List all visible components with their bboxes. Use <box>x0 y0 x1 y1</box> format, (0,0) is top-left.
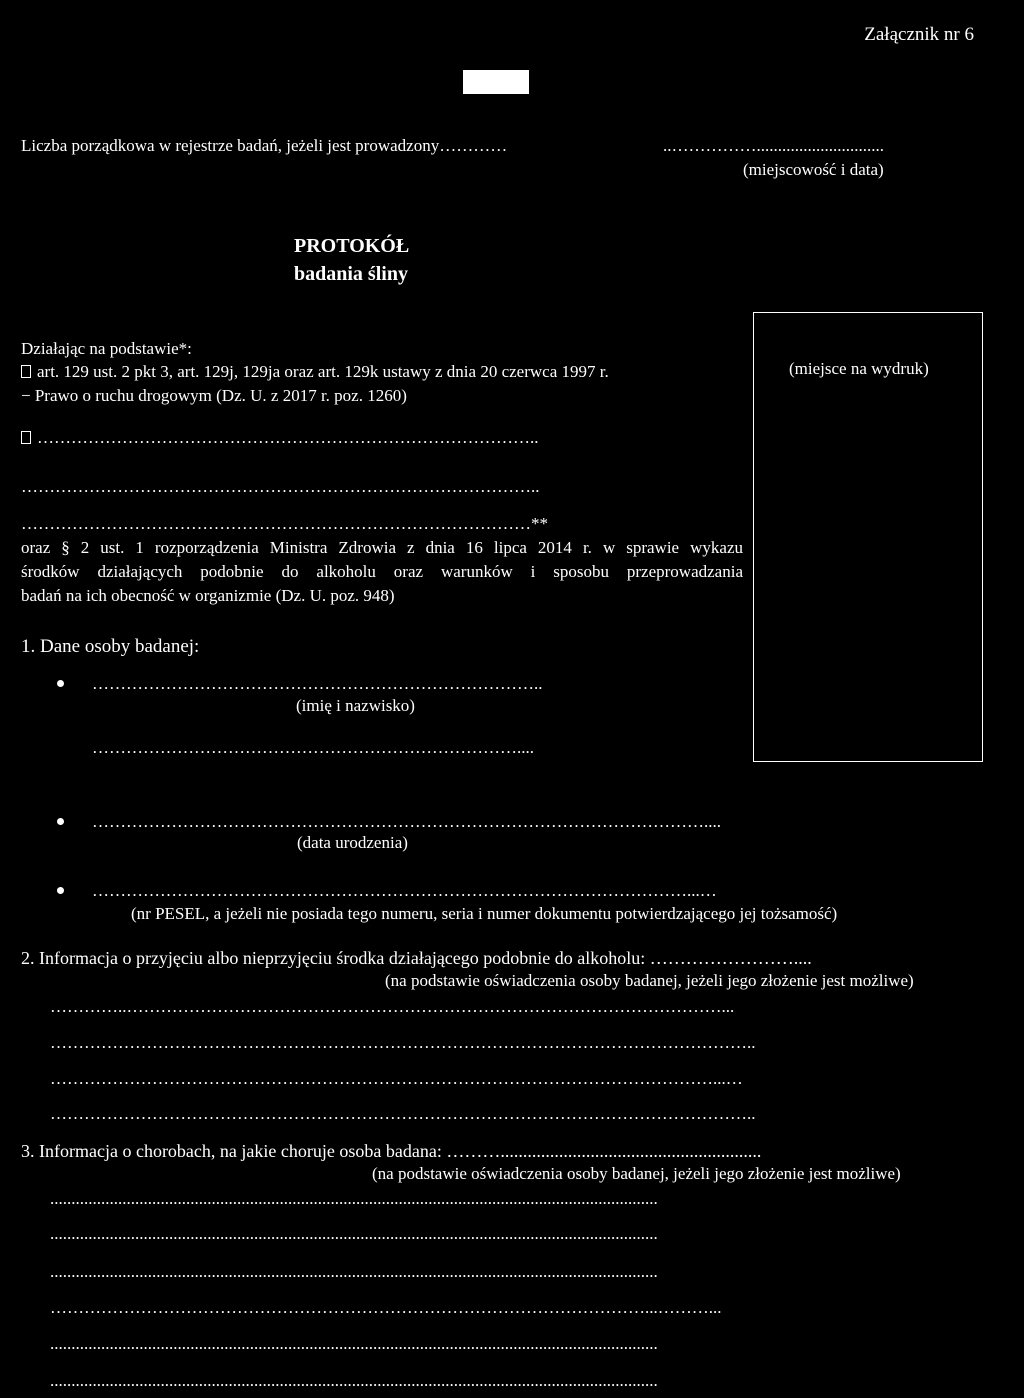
checkbox-icon[interactable] <box>21 365 31 378</box>
checkbox-icon[interactable] <box>21 431 31 444</box>
section-3-answer-line-5[interactable]: ............................................................................................................................................... <box>50 1334 658 1353</box>
section-3-answer-line-3[interactable]: ............................................................................................................................................... <box>50 1262 658 1281</box>
basis-option-2-field-line2[interactable]: ……………………………………………………………………………….. <box>21 477 540 496</box>
section-1-heading: 1. Dane osoby badanej: <box>21 636 200 657</box>
place-date-field[interactable]: ..…………….............................. <box>663 136 884 155</box>
regulation-line-3: badań na ich obecność w organizmie (Dz. U. poz. 948) <box>21 586 395 605</box>
birth-date-field[interactable]: ……………………………………………………………………………………………….... <box>92 812 721 831</box>
bullet-icon <box>57 680 64 687</box>
name-field-line2[interactable]: ………………………………………………………………….... <box>92 738 534 757</box>
pesel-field[interactable]: ……………………………………………………………………………………………...… <box>92 881 717 900</box>
basis-option-1-text: art. 129 ust. 2 pkt 3, art. 129j, 129ja oraz art. 129k ustawy z dnia 20 czerwca 1997 r. <box>37 362 609 381</box>
basis-option-2 <box>21 428 539 448</box>
basis-option-1 <box>21 362 609 382</box>
section-3-answer-line-6[interactable]: ............................................................................................................................................... <box>50 1371 658 1390</box>
name-field[interactable]: …………………………………………………………………….. <box>92 674 543 693</box>
basis-option-1-cont: − Prawo o ruchu drogowym (Dz. U. z 2017 r. poz. 1260) <box>21 386 407 405</box>
regulation-line-1: oraz § 2 ust. 1 rozporządzenia Ministra Zdrowia z dnia 16 lipca 2014 r. w sprawie wykazu <box>21 538 743 557</box>
place-date-caption: (miejscowość i data) <box>743 160 884 179</box>
regulation-line-2: środków działających podobnie do alkoholu oraz warunków i sposobu przeprowadzania <box>21 562 743 581</box>
basis-intro: Działając na podstawie*: <box>21 339 192 358</box>
section-2-caption: (na podstawie oświadczenia osoby badanej, jeżeli jego złożenie jest możliwe) <box>385 971 914 990</box>
section-3-answer-line-4[interactable]: ……………………………………………………………………………………………...………... <box>50 1298 722 1317</box>
redacted-box <box>463 70 529 94</box>
document-subtitle: badania śliny <box>294 263 408 285</box>
section-3-answer-line-2[interactable]: ............................................................................................................................................... <box>50 1224 658 1243</box>
section-2-heading: 2. Informacja o przyjęciu albo nieprzyjęciu środka działającego podobnie do alkoholu: …………………….... <box>21 948 812 968</box>
document-title: PROTOKÓŁ <box>294 235 410 257</box>
printout-area-label: (miejsce na wydruk) <box>789 359 929 378</box>
section-2-answer-line-3[interactable]: ………………………………………………………………………………………………………...… <box>50 1069 743 1088</box>
register-number-label: Liczba porządkowa w rejestrze badań, jeżeli jest prowadzony………… <box>21 136 508 155</box>
bullet-icon <box>57 887 64 894</box>
attachment-number: Załącznik nr 6 <box>864 24 974 45</box>
printout-area <box>753 312 983 762</box>
basis-option-2-field-line3[interactable]: ………………………………………………………………………………** <box>21 514 548 533</box>
section-3-caption: (na podstawie oświadczenia osoby badanej, jeżeli jego złożenie jest możliwe) <box>372 1164 901 1183</box>
name-caption: (imię i nazwisko) <box>296 696 415 715</box>
bullet-icon <box>57 818 64 825</box>
section-3-answer-line-1[interactable]: ............................................................................................................................................... <box>50 1189 658 1208</box>
birth-date-caption: (data urodzenia) <box>297 833 408 852</box>
section-2-answer-line-1[interactable]: …………..……………………………………………………………………………………………... <box>50 997 735 1016</box>
pesel-caption: (nr PESEL, a jeżeli nie posiada tego numeru, seria i numer dokumentu potwierdzającego jej tożsamość) <box>131 904 838 923</box>
section-2-answer-line-4[interactable]: …………………………………………………………………………………………………………….. <box>50 1104 756 1123</box>
section-2-answer-line-2[interactable]: …………………………………………………………………………………………………………….. <box>50 1033 756 1052</box>
section-3-heading: 3. Informacja o chorobach, na jakie choruje osoba badana: ……….......................................................... <box>21 1141 762 1161</box>
basis-option-2-field[interactable]: …………………………………………………………………………….. <box>37 428 539 447</box>
